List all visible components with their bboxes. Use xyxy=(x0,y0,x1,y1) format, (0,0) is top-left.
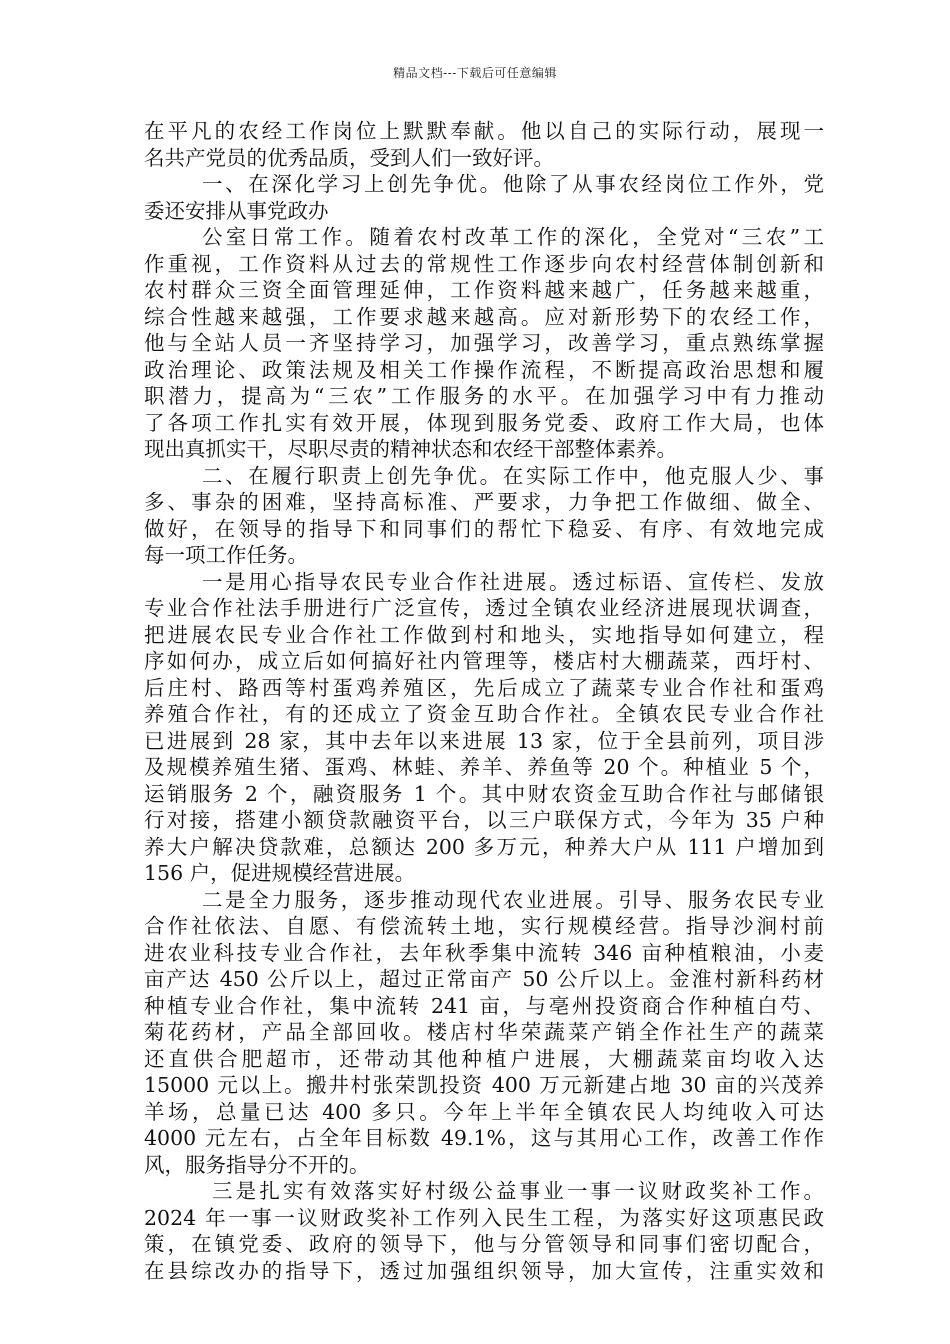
text-line: 作重视，工作资料从过去的常规性工作逐步向农村经营体制创新和 xyxy=(144,251,824,276)
text-line: 每一项工作任务。 xyxy=(144,543,308,567)
text-line: 农村群众三资全面管理延伸，工作资料越来越广，任务越来越重， xyxy=(144,278,824,302)
text-line: 现出真抓实干，尽职尽责的精神状态和农经干部整体素养。 xyxy=(144,437,677,461)
text-line: 了各项工作扎实有效开展，体现到服务党委、政府工作大局，也体 xyxy=(144,410,824,435)
text-line: 一、在深化学习上创先争优。他除了从事农经岗位工作外，党 xyxy=(202,172,824,196)
text-line: 羊场，总量已达 400 多只。今年上半年全镇农民人均纯收入可达 xyxy=(144,1099,824,1124)
text-line: 156 户，促进规模经营进展。 xyxy=(144,861,416,885)
text-line: 三是扎实有效落实好村级公益事业一事一议财政奖补工作。 xyxy=(212,1179,824,1203)
text-line: 4000 元左右，占全年目标数 49.1%，这与其用心工作，改善工作作 xyxy=(144,1126,824,1150)
text-line: 养殖合作社，有的还成立了资金互助合作社。全镇农民专业合作社 xyxy=(144,702,824,726)
text-line: 种植专业合作社，集中流转 241 亩，与亳州投资商合作种植白芍、 xyxy=(144,993,824,1018)
text-line: 政治理论、政策法规及相关工作操作流程，不断提高政治思想和履 xyxy=(144,357,824,382)
text-line: 风，服务指导分不开的。 xyxy=(144,1152,370,1177)
text-line: 在平凡的农经工作岗位上默默奉献。他以自己的实际行动，展现一 xyxy=(144,119,824,143)
text-line: 一是用心指导农民专业合作社进展。透过标语、宣传栏、发放 xyxy=(202,569,824,594)
text-line: 合作社依法、自愿、有偿流转土地，实行规模经营。指导沙涧村前 xyxy=(144,914,824,938)
text-line: 做好，在领导的指导下和同事们的帮忙下稳妥、有序、有效地完成 xyxy=(144,516,824,541)
text-line: 养大户解决贷款难，总额达 200 多万元，种养大户从 111 户增加到 xyxy=(144,834,824,859)
text-line: 序如何办，成立后如何搞好社内管理等，楼店村大棚蔬菜，西圩村、 xyxy=(144,649,824,673)
text-line: 及规模养殖生猪、蛋鸡、林蛙、养羊、养鱼等 20 个。种植业 5 个， xyxy=(144,755,824,779)
text-line: 委还安排从事党政办 xyxy=(144,198,329,223)
text-line: 二是全力服务，逐步推动现代农业进展。引导、服务农民专业 xyxy=(202,887,824,912)
text-line: 在县综改办的指导下，透过加强组织领导，加大宣传，注重实效和 xyxy=(144,1258,824,1283)
text-line: 2024 年一事一议财政奖补工作列入民生工程，为落实好这项惠民政 xyxy=(144,1205,824,1230)
text-line: 多、事杂的困难，坚持高标准、严要求，力争把工作做细、做全、 xyxy=(144,490,824,514)
text-line: 职潜力，提高为“三农”工作服务的水平。在加强学习中有力推动 xyxy=(144,384,824,408)
text-line: 亩产达 450 公斤以上，超过正常亩产 50 公斤以上。金淮村新科药材 xyxy=(144,967,824,991)
text-line: 15000 元以上。搬井村张荣凯投资 400 万元新建占地 30 亩的兴茂养 xyxy=(144,1073,824,1097)
text-line: 菊花药材，产品全部回收。楼店村华荣蔬菜产销全作社生产的蔬菜 xyxy=(144,1020,824,1044)
text-line: 进农业科技专业合作社，去年秋季集中流转 346 亩种植粮油，小麦 xyxy=(144,940,824,965)
text-line: 行对接，搭建小额贷款融资平台，以三户联保方式，今年为 35 户种 xyxy=(144,808,824,832)
text-line: 专业合作社法手册进行广泛宣传，透过全镇农业经济进展现状调查， xyxy=(144,596,824,620)
text-line: 策，在镇党委、政府的领导下，他与分管领导和同事们密切配合， xyxy=(144,1232,824,1256)
text-line: 还直供合肥超市，还带动其他种植户进展，大棚蔬菜亩均收入达 xyxy=(144,1046,824,1071)
text-line: 综合性越来越强，工作要求越来越高。应对新形势下的农经工作， xyxy=(144,304,824,329)
body-text xyxy=(144,118,824,1284)
text-line: 二、在履行职责上创先争优。在实际工作中，他克服人少、事 xyxy=(202,463,824,488)
text-line: 公室日常工作。随着农村改革工作的深化，全党对“三农”工 xyxy=(202,225,824,249)
page-header: 精品文档---下载后可任意编辑 xyxy=(393,66,557,80)
text-line: 名共产党员的优秀品质，受到人们一致好评。 xyxy=(144,145,554,170)
text-line: 已进展到 28 家，其中去年以来进展 13 家，位于全县前列，项目涉 xyxy=(144,728,824,753)
text-line: 他与全站人员一齐坚持学习，加强学习，改善学习，重点熟练掌握 xyxy=(144,331,824,355)
text-line: 把进展农民专业合作社工作做到村和地头，实地指导如何建立，程 xyxy=(144,622,824,647)
text-line: 后庄村、路西等村蛋鸡养殖区，先后成立了蔬菜专业合作社和蛋鸡 xyxy=(144,675,824,700)
text-line: 运销服务 2 个，融资服务 1 个。其中财农资金互助合作社与邮储银 xyxy=(144,781,824,806)
